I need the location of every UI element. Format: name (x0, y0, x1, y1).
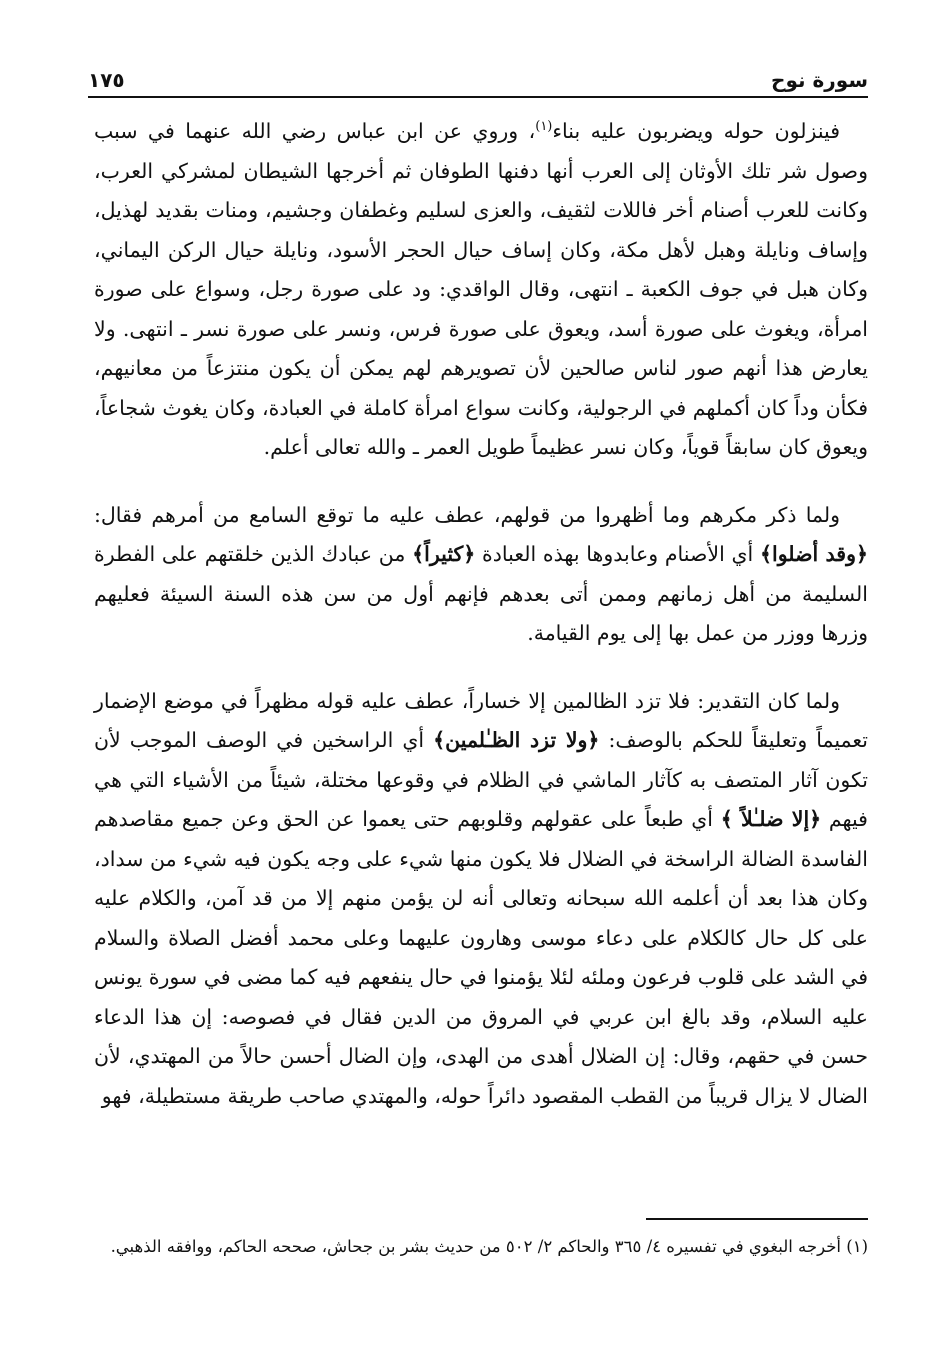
paragraph (94, 496, 868, 654)
surah-title: سورة نوح (771, 68, 868, 92)
text-run: أي الراسخين في الوصف الموجب لأن تكون آثار المتصف به كآثار الماشي في الظلام في وقوعها مختلة، شيئاً من الأشياء التي هي فيهم (94, 728, 868, 831)
page-number: ١٧٥ (88, 68, 125, 92)
paragraph (94, 112, 868, 468)
text-run: ولما ذكر مكرهم وما أظهروا من قولهم، عطف عليه ما توقع السامع من أمرهم فقال: (94, 502, 840, 527)
paragraph (94, 682, 868, 1117)
body-text (94, 112, 868, 1116)
text-run: ولما كان التقدير: فلا تزد الظالمين إلا خساراً، عطف عليه قوله مظهراً في موضع الإضمار تعميماً وتعليقاً للحكم بالوصف: (94, 688, 869, 752)
text-run: أي طبعاً على عقولهم وقلوبهم حتى يعموا عن الحق وعن جميع مقاصدهم الفاسدة الضالة الراسخة في الضلال فلا يكون منها شيء على وجه يكون فيه شيء من سداد، وكان هذا بعد أن أعلمه الله سبحانه وتعالى أنه لن يؤمن منهم إلا من قد آمن، والكلام عليه على كل حال كالكلام على دعاء موسى وهارون عليهما وعلى محمد أفضل الصلاة والسلام في الشد على قلوب فرعون وملئه لئلا يؤمنوا في حال ينفعهم فيه كما مضى في سورة يونس عليه السلام، وقد بالغ ابن عربي في المروق من الدين فقال في فصوصه: إن هذا الدعاء حسن في حقهم، وقال: إن الضلال أهدى من الهدى، وإن الضال أحسن حالاً من المهتدي، لأن الضال لا يزال قريباً من القطب المقصود دائراً حوله، والمهتدي صاحب طريقة مستطيلة، فهو (94, 807, 868, 1108)
footnote-marker: (١) (846, 1237, 868, 1256)
text-run: ، وروي عن ابن عباس رضي الله عنهما في سبب وصول شر تلك الأوثان إلى العرب أنها دفنها الطوفان ثم أخرجها الشيطان لمشركي العرب، وكانت للعرب أصنام أخر فاللات لثقيف، والعزى لسليم وغطفان وجشيم، ومنات بقديد لهذيل، وإساف ونايلة وهبل لأهل مكة، وكان إساف حيال الحجر الأسود، ونايلة حيال الركن اليماني، وكان هبل في جوف الكعبة ـ انتهى، وقال الواقدي: ود على صورة رجل، وسواع على صورة امرأة، ويغوث على صورة أسد، ويعوق على صورة فرس، ونسر على صورة نسر ـ انتهى. ولا يعارض هذا أنهم صور لناس صالحين لأن تصويرهم لهم يمكن أن يكون منتزعاً من معانيهم، فكأن وداً كان أكملهم في الرجولية، وكانت سواع امرأة كاملة في العبادة، وكان يغوث شجاعاً، ويعوق كان سابقاً قوياً، وكان نسر عظيماً طويل العمر ـ والله تعالى أعلم. (94, 119, 868, 459)
footnote (94, 1230, 868, 1263)
text-run: فينزلون حوله ويضربون عليه بناء (552, 119, 840, 143)
text-run: من عبادك الذين خلقتهم على الفطرة السليمة من أهل زمانهم وممن أتى بعدهم فإنهم أول من سن هذه السنة السيئة فعليهم وزرها ووزر من عمل بها إلى يوم القيامة. (94, 542, 868, 645)
quran-quote: ﴿ولا تزد الظـٰلمين﴾ (433, 728, 600, 752)
footnote-reference: (١) (535, 119, 553, 135)
quran-quote: ﴿وقد أضلوا﴾ (759, 542, 869, 566)
quran-quote: ﴿إلا ضلـٰلاً ﴾ (720, 807, 822, 831)
page-header (88, 60, 868, 98)
footnote-text: أخرجه البغوي في تفسيره ٤/ ٣٦٥ والحاكم ٢/ ٥٠٢ من حديث بشر بن جحاش، صححه الحاكم، ووافقه الذهبي. (110, 1237, 841, 1256)
text-run: أي الأصنام وعابدوها بهذه العبادة (475, 542, 760, 566)
footnote-divider (646, 1218, 868, 1220)
quran-quote: ﴿كثيراً﴾ (412, 542, 476, 566)
